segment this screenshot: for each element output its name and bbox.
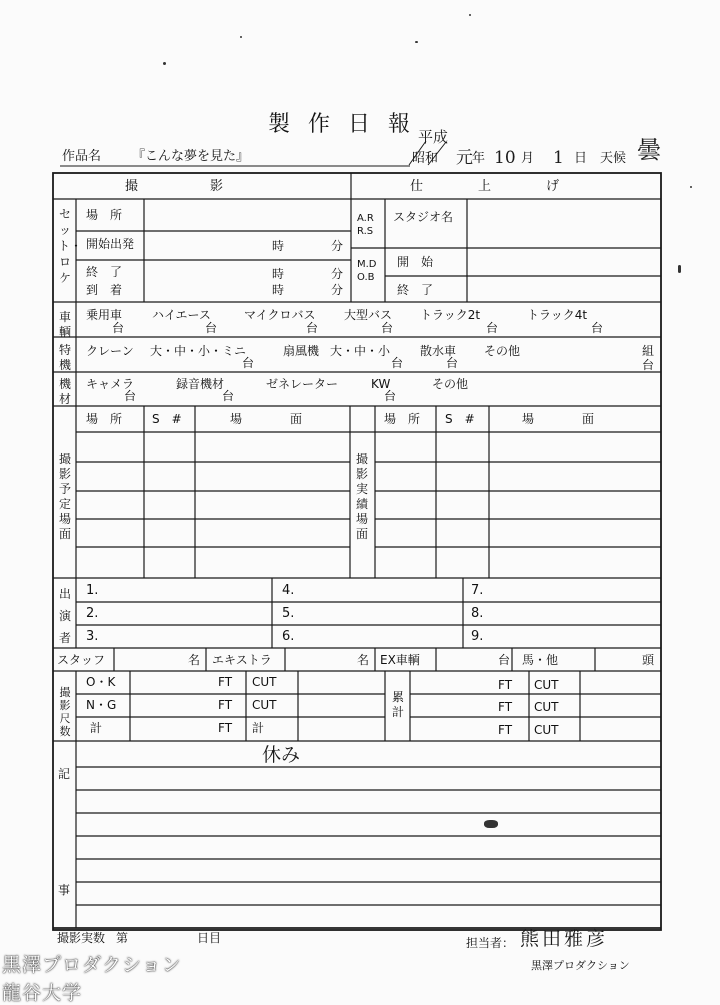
work-name-value: 『こんな夢を見た』 (132, 149, 250, 164)
notes-handwritten-text: 休み (262, 744, 301, 766)
equipment-generator: ゼネレーター (266, 377, 339, 391)
machines-side-label: 特機 (58, 343, 71, 372)
extras-label: エキストラ (212, 653, 272, 667)
shooting-header: 撮 影 (125, 179, 228, 194)
vehicle-microbus: マイクロバス (244, 308, 316, 322)
equipment-camera: キャメラ (86, 377, 135, 391)
footage-side-label: 撮影尺数 (59, 686, 71, 738)
cast-slot-2: 2. (86, 606, 99, 621)
ft-unit: FT (498, 700, 513, 714)
arrive-minute-label: 分 (331, 283, 344, 297)
cast-side-label: 出演者 (58, 587, 71, 645)
machines-other-label: その他 (484, 344, 521, 358)
unit-label: 台 (486, 321, 499, 335)
set-location-side-label: セット・ロケ (58, 207, 83, 285)
total-label: 計 (90, 721, 103, 735)
group-label: 組 (642, 344, 655, 358)
cumulative-side-label: 累計 (391, 690, 404, 719)
ex-car-label: EX車輌 (380, 653, 420, 667)
planned-place-header: 場 所 (86, 412, 123, 426)
cast-slot-1: 1. (86, 583, 99, 598)
end-label: 終 了 (86, 265, 123, 279)
vehicle-hiace: ハイエース (152, 308, 211, 322)
notes-side-label-top: 記 (58, 767, 71, 781)
ng-label: N・G (86, 698, 117, 712)
cast-slot-9: 9. (471, 629, 484, 644)
ok-label: O・K (86, 675, 116, 689)
extras-people-unit: 名 (357, 653, 370, 667)
depart-minute-label: 分 (331, 239, 344, 253)
horse-other-label: 馬・他 (522, 653, 559, 667)
weather-label: 天候 (600, 151, 627, 166)
crane-label: クレーン (86, 344, 134, 358)
cut-unit: CUT (534, 700, 559, 714)
planned-sno-header: S # (152, 412, 182, 426)
equipment-side-label: 機材 (58, 377, 71, 406)
planned-scenes-side-label: 撮影予定場面 (58, 452, 71, 541)
studio-name-label: スタジオ名 (393, 210, 454, 224)
cut-unit: CUT (252, 675, 277, 689)
end-minute-label: 分 (331, 267, 344, 281)
arrive-label: 到 着 (86, 283, 123, 297)
notes-side-label-bottom: 事 (58, 883, 71, 897)
mdob-label: M.D O.B (357, 259, 377, 283)
date-month-label: 月 (521, 151, 535, 166)
ink-blot (484, 820, 498, 828)
ft-unit: FT (218, 698, 233, 712)
scan-speck (678, 265, 681, 273)
cut-unit: CUT (252, 698, 277, 712)
cast-slot-5: 5. (282, 606, 295, 621)
end-hour-label: 時 (272, 267, 285, 281)
equipment-kw: KW (371, 377, 391, 391)
crane-sizes: 大・中・小・ミニ (150, 344, 247, 358)
unit-label: 台 (205, 321, 218, 335)
planned-scene-header: 場 面 (230, 412, 303, 426)
depart-hour-label: 時 (272, 239, 285, 253)
shooting-days-label: 撮影実数 (57, 931, 106, 945)
vehicles-side-label: 車輌 (58, 310, 71, 339)
actual-scenes-side-label: 撮影実績場面 (355, 452, 368, 541)
depart-label: 開始出発 (86, 237, 135, 251)
ft-unit: FT (498, 723, 513, 737)
actual-scene-header: 場 面 (522, 412, 595, 426)
form-title: 製作日報 (268, 112, 429, 137)
cast-slot-8: 8. (471, 606, 484, 621)
actual-place-header: 場 所 (384, 412, 421, 426)
cut-unit: CUT (534, 723, 559, 737)
date-year-label: 年 (472, 151, 486, 166)
company-name: 黒澤プロダクション (531, 959, 630, 972)
date-era-printed: 昭和 (412, 151, 439, 166)
place-label: 場 所 (86, 208, 123, 222)
date-year: 元 (456, 148, 473, 168)
unit-label: 台 (391, 356, 404, 370)
unit-label: 台 (222, 389, 235, 403)
equipment-sound: 録音機材 (176, 377, 225, 391)
manager-label: 担当者： (466, 936, 515, 950)
date-month: 10 (494, 148, 516, 168)
date-day: 1 (553, 148, 564, 168)
vehicle-car: 乗用車 (86, 308, 123, 322)
work-name-label: 作品名 (62, 149, 102, 164)
weather-value: 曇 (637, 136, 661, 164)
scan-speck (240, 36, 242, 38)
staff-label: スタッフ (57, 653, 106, 667)
finish-header: 仕 上 げ (410, 179, 564, 194)
shooting-days-suffix: 日目 (197, 931, 222, 945)
vehicle-truck-2t: トラック2t (420, 308, 481, 322)
unit-label: 台 (446, 356, 459, 370)
finish-start-label: 開 始 (397, 255, 434, 269)
cast-slot-4: 4. (282, 583, 295, 598)
cut-total-label: 計 (252, 721, 265, 735)
equipment-other: その他 (432, 377, 469, 391)
date-day-label: 日 (574, 151, 588, 166)
ft-unit: FT (498, 678, 513, 692)
unit-label: 台 (242, 356, 255, 370)
scan-speck (469, 14, 471, 16)
staff-people-unit: 名 (188, 653, 201, 667)
ex-car-unit: 台 (498, 653, 511, 667)
vehicle-truck-4t: トラック4t (527, 308, 588, 322)
cast-slot-3: 3. (86, 629, 99, 644)
cast-slot-6: 6. (282, 629, 295, 644)
manager-signature: 熊田雅彦 (520, 928, 609, 950)
unit-label: 台 (112, 321, 125, 335)
watermark-line-1: 黒澤プロダクション (2, 954, 182, 976)
watermark-line-2: 龍谷大学 (2, 982, 83, 1004)
actual-sno-header: S # (445, 412, 475, 426)
date-era-handwritten: 平成 (418, 128, 449, 146)
cast-slot-7: 7. (471, 583, 484, 598)
fan-sizes: 大・中・小 (330, 344, 391, 358)
unit-label: 台 (591, 321, 604, 335)
finish-end-label: 終 了 (397, 283, 434, 297)
scan-speck (690, 186, 692, 188)
ft-unit: FT (218, 721, 233, 735)
scan-speck (163, 62, 166, 65)
sprinkler-label: 散水車 (420, 344, 457, 358)
cut-unit: CUT (534, 678, 559, 692)
unit-label: 台 (124, 389, 137, 403)
unit-label: 台 (306, 321, 319, 335)
scan-speck (415, 41, 418, 43)
fan-label: 扇風機 (283, 344, 320, 358)
shooting-days-prefix: 第 (116, 931, 129, 945)
arrive-hour-label: 時 (272, 283, 285, 297)
unit-label: 台 (384, 389, 397, 403)
ft-unit: FT (218, 675, 233, 689)
unit-label: 台 (642, 358, 655, 372)
arrs-label: A.R R.S (357, 213, 374, 237)
head-unit: 頭 (642, 653, 655, 667)
unit-label: 台 (381, 321, 394, 335)
vehicle-bus: 大型バス (344, 308, 393, 322)
